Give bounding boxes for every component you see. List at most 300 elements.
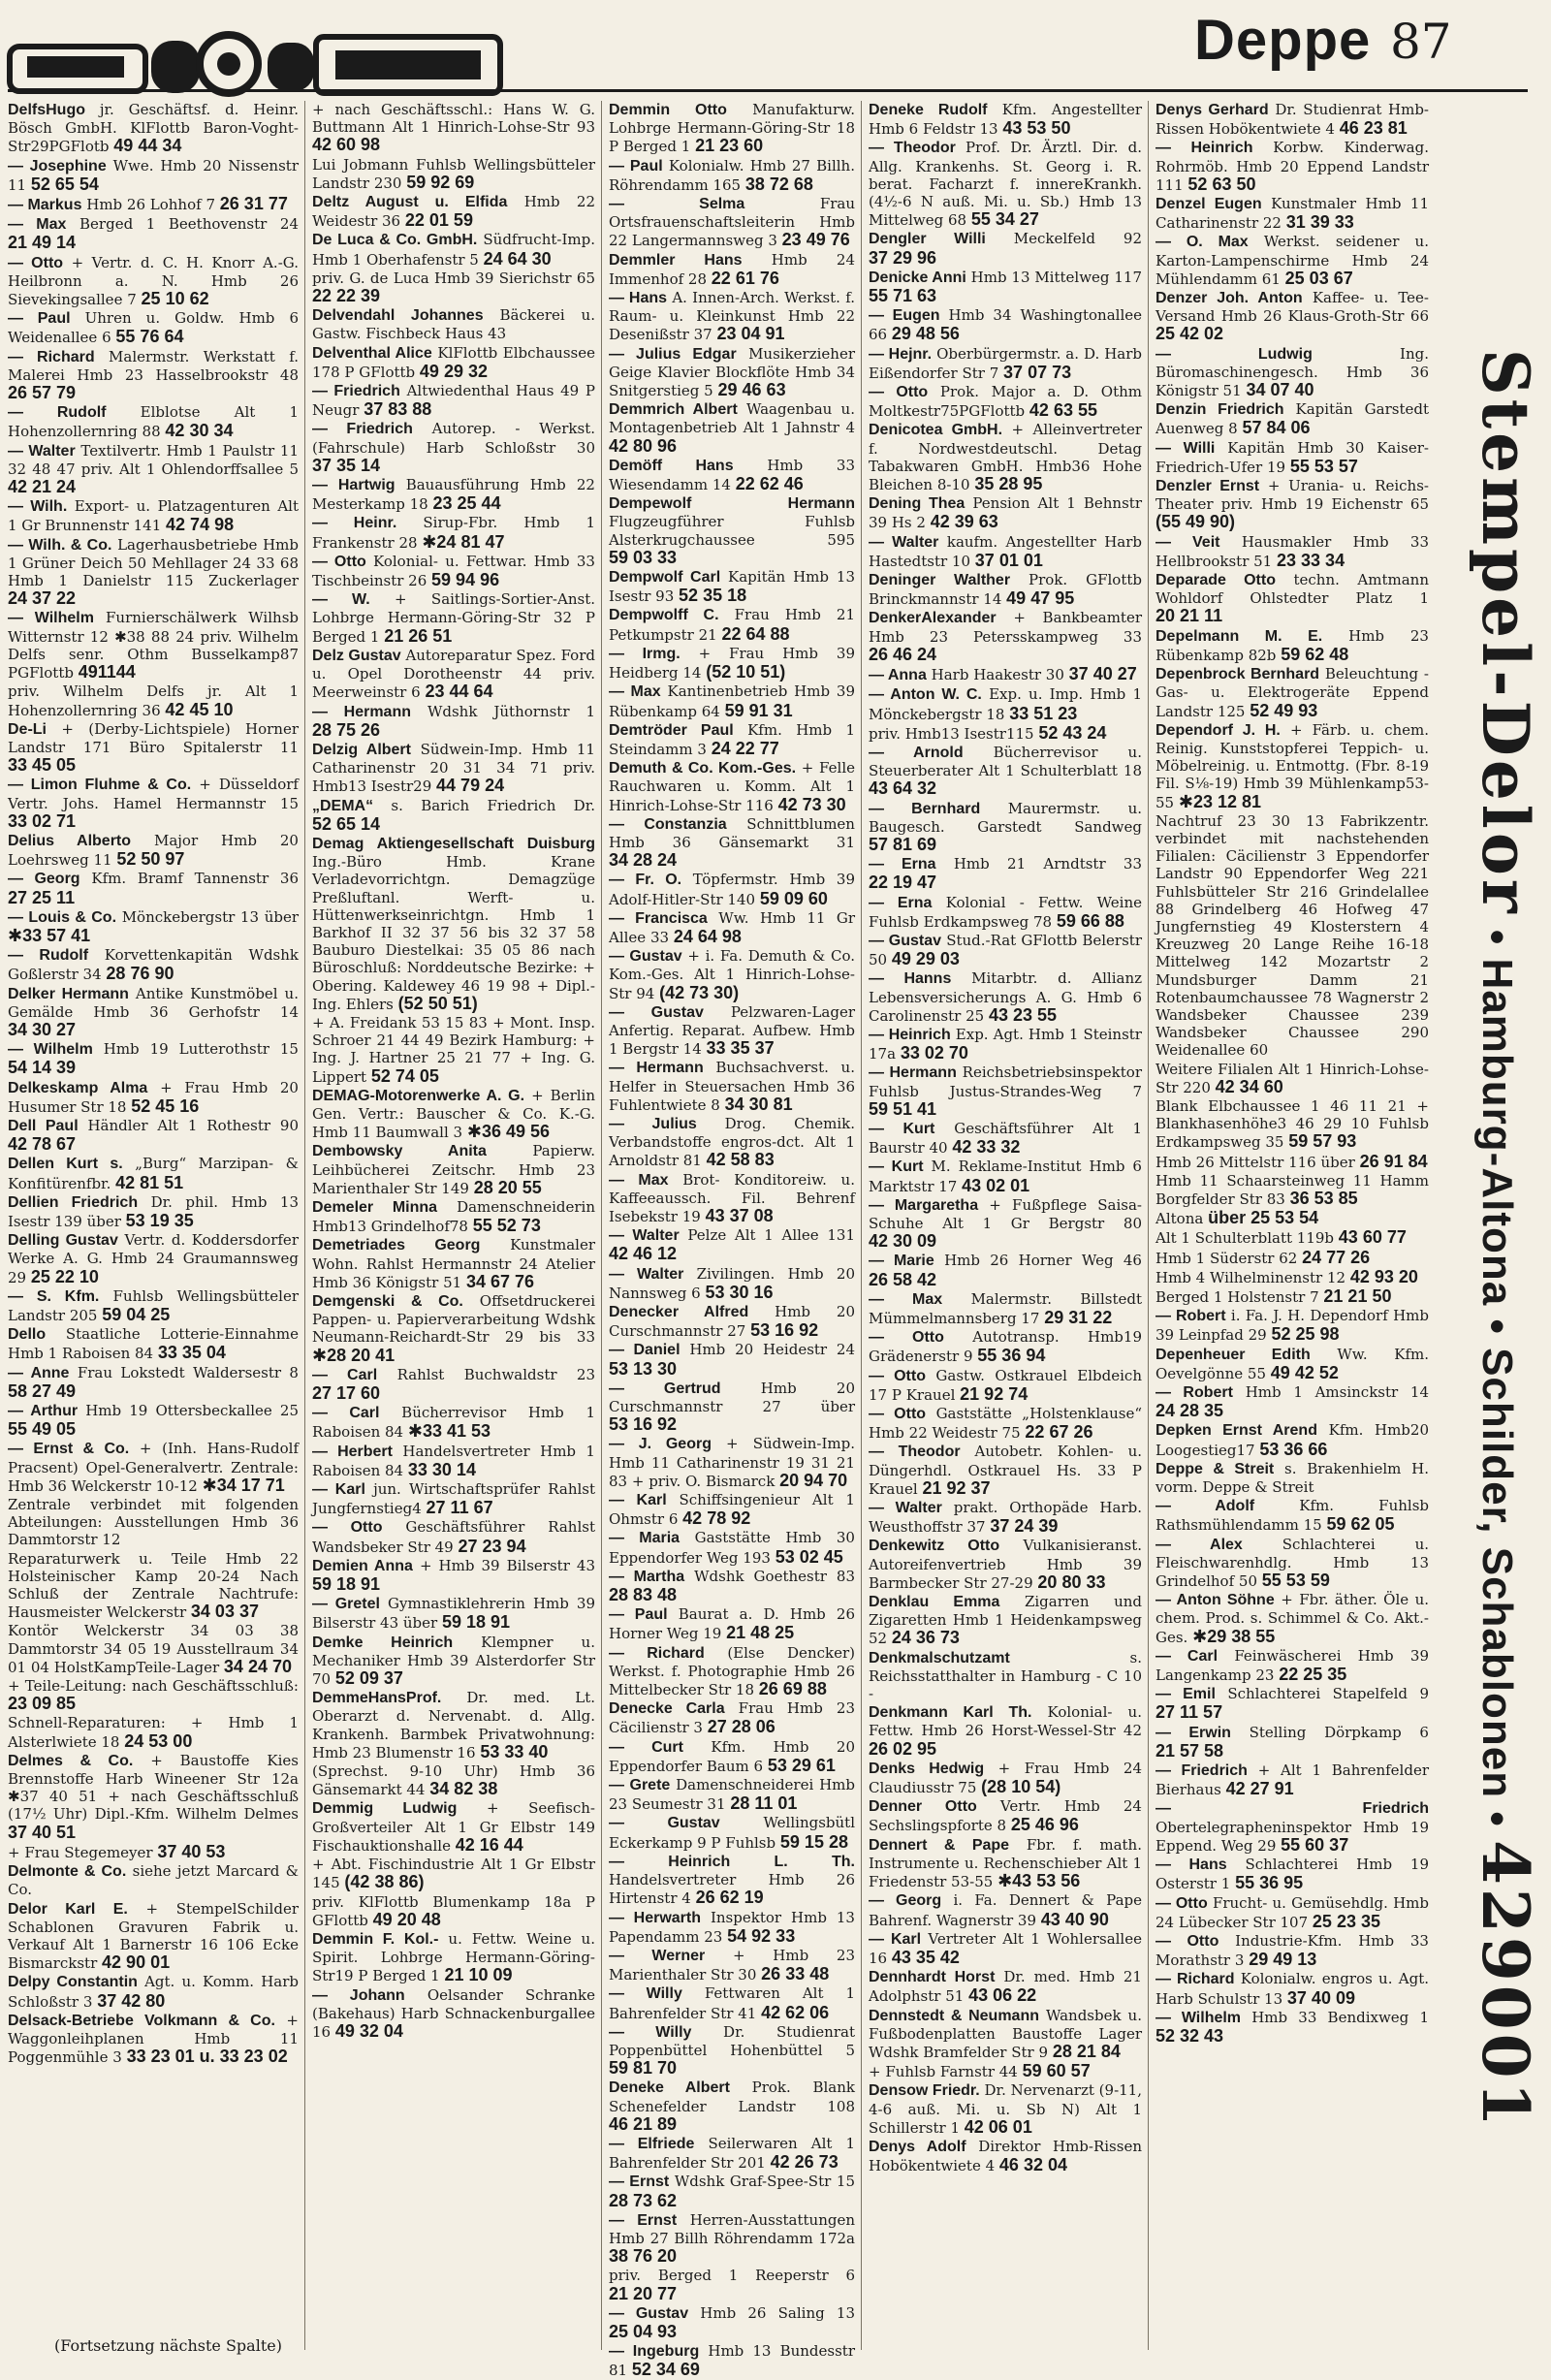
entry-name: Demmig Ludwig (312, 1800, 458, 1818)
entry-name: — Daniel (609, 1342, 681, 1359)
entry-name: — Hermann (869, 1064, 957, 1082)
entry-name: — Martha (609, 1568, 685, 1585)
directory-entry (312, 1480, 595, 1517)
entry-name: Dell Paul (8, 1117, 79, 1134)
directory-entry (312, 231, 595, 268)
entry-name: Dembowsky Anita (312, 1143, 487, 1160)
directory-entry (1155, 627, 1429, 664)
directory-entry (8, 1364, 299, 1401)
entry-name: — Friedrich (1155, 1800, 1429, 1818)
directory-entry (1155, 1799, 1429, 1855)
directory-entry (609, 815, 855, 871)
directory-entry (609, 682, 855, 719)
entry-name: Densow Friedr. (869, 2082, 980, 2100)
directory-entry (1155, 2009, 1429, 2046)
entry-phone-number: 37 24 39 (990, 1516, 1059, 1537)
ad-city: Hamburg-Altona (1473, 958, 1521, 1307)
directory-entry (609, 1003, 855, 1059)
entry-name: — Robert (1155, 1308, 1226, 1325)
entry-name: De Luca & Co. GmbH. (312, 232, 478, 249)
directory-entry (869, 1252, 1142, 1288)
entry-details: Altona (1155, 1210, 1204, 1228)
entry-phone-number: 26 62 19 (695, 1888, 764, 1908)
directory-entry (869, 494, 1142, 531)
entry-details: Damenschneiderin Hmb13 Grindelhof78 (312, 1197, 595, 1236)
entry-details: Major Hmb 20 Loehrsweg 11 (8, 831, 299, 870)
directory-entry (869, 969, 1142, 1025)
entry-name: — Elfriede (609, 2135, 695, 2152)
directory-column-2 (312, 101, 595, 2354)
entry-phone-number: (28 10 54) (981, 1777, 1061, 1797)
entry-details: (Sprechst. 9-10 Uhr) Hmb 36 Gänsemarkt 44 (312, 1762, 595, 1799)
directory-entry (8, 1714, 299, 1750)
entry-name: Dennert & Pape (869, 1836, 1010, 1854)
directory-entry (609, 1738, 855, 1775)
entry-details: Vertr. d. Koddersdorfer Werke A. G. Hmb 24 Graumannsweg 29 (8, 1231, 299, 1286)
entry-name: — Hans (1155, 1856, 1227, 1874)
entry-details: Fettwaren Alt 1 Bahrenfelder Str 41 (609, 1984, 856, 2022)
directory-entry (312, 1404, 595, 1441)
entry-details: Hmb 4 Wilhelminenstr 12 (1155, 1268, 1346, 1286)
entry-name: — Veit (1155, 533, 1220, 551)
entry-details: Frau Ortsfrauenschaftsleiterin Hmb 22 Langermannsweg 3 (609, 195, 855, 250)
entry-name: Denys Adolf (869, 2138, 966, 2155)
directory-entry (1155, 1061, 1429, 1096)
entry-phone-number: 33 35 04 (157, 1343, 226, 1363)
entry-details: Wdshk Graf-Spee-Str 15 (674, 2173, 855, 2191)
entry-details: Dr. med. Lt. Oberarzt d. Nervenabt. d. Allg. Krankenh. Barmbek Privatwohnung: Hmb 23 Blumenstr 16 (312, 1689, 595, 1761)
entry-phone-number: 59 09 60 (759, 888, 828, 908)
entry-name: — Kurt (869, 1158, 924, 1176)
entry-name: — Hejnr. (869, 345, 933, 363)
directory-entry (8, 776, 299, 831)
entry-phone-number: 25 46 96 (1010, 1815, 1079, 1835)
entry-details: + Abt. Fischindustrie Alt 1 Gr Elbstr 145 (312, 1856, 595, 1892)
entry-name: Deneke Rudolf (869, 102, 988, 118)
directory-entry (609, 2023, 855, 2079)
entry-phone-number: 59 91 31 (724, 700, 793, 720)
entry-phone-number: 21 23 60 (695, 136, 764, 156)
entry-name: — Karl (609, 1492, 667, 1509)
entry-name: — Julius Edgar (609, 345, 737, 363)
directory-entry (1155, 101, 1429, 138)
entry-details: Hmb 33 Bendixweg 1 (1251, 2008, 1429, 2026)
column-divider (304, 101, 305, 2350)
entry-details: Frau Hmb 21 Petkumpstr 21 (609, 606, 855, 644)
directory-entry (609, 2211, 855, 2267)
entry-details: i. Fa. J. H. Dependorf Hmb 39 Leinpfad 29 (1155, 1307, 1429, 1345)
entry-name: Dennstedt & Neumann (869, 2007, 1039, 2024)
directory-entry (869, 1760, 1142, 1796)
entry-details: „Burg“ Marzipan- & Konfitürenfbr. (8, 1155, 299, 1192)
entry-name: — Irmg. (609, 645, 681, 662)
entry-phone-number: 24 37 22 (8, 588, 77, 609)
entry-details: Direktor Hmb-Rissen Hobökentwiete 4 (869, 2137, 1142, 2175)
entry-phone-number: 27 25 11 (8, 887, 76, 907)
entry-details: + Frau Hmb 24 Claudiusstr 75 (869, 1759, 1142, 1797)
entry-phone-number: 23 09 85 (8, 1694, 77, 1714)
entry-details: Export- u. Platzagenturen Alt 1 Gr Brunnenstr 141 (8, 497, 299, 535)
entry-phone-number: 28 21 84 (1052, 2041, 1121, 2061)
entry-phone-number: (42 73 30) (659, 982, 740, 1002)
directory-entry (1155, 571, 1429, 626)
entry-details: Kolonial- u. Fettw. Hmb 26 Horst-Wessel-Str 42 (869, 1703, 1142, 1740)
entry-details: + Berlin Gen. Vertr.: Bauscher & Co. K.-G. Hmb 11 Baumwall 3 (312, 1086, 595, 1142)
directory-entry (869, 1797, 1142, 1834)
entry-name: Deparade Otto (1155, 572, 1276, 589)
entry-phone-number: 28 11 01 (730, 1793, 798, 1814)
entry-phone-number: 26 69 88 (758, 1679, 827, 1699)
entry-phone-number: 55 60 37 (1281, 1834, 1349, 1855)
directory-entry (8, 497, 299, 534)
entry-name: Delmes & Co. (8, 1752, 134, 1769)
entry-phone-number: 53 13 30 (609, 1358, 678, 1379)
entry-details: Papierw. Leihbücherei Zeitschr. Hmb 23 Marienthaler Str 149 (312, 1142, 595, 1197)
entry-phone-number: 21 10 09 (444, 1965, 513, 1985)
entry-phone-number: 42 58 83 (706, 1150, 775, 1170)
entry-details: Südwein-Imp. Hmb 11 Catharinenstr 20 31 34 71 priv. Hmb13 Isestr29 (312, 740, 595, 796)
entry-phone-number: 52 74 05 (370, 1065, 439, 1086)
entry-details: Damenschneiderei Hmb 23 Seumestr 31 (609, 1776, 855, 1814)
directory-entry (1155, 1172, 1429, 1208)
entry-phone-number: 49 32 04 (334, 2020, 403, 2041)
entry-phone-number: 49 29 03 (891, 949, 960, 969)
entry-name: — Constanzia (609, 815, 727, 833)
entry-phone-number: 55 36 94 (977, 1346, 1046, 1366)
entry-name: — Ernst (609, 2174, 670, 2191)
entry-phone-number: 42 80 96 (609, 435, 678, 456)
directory-entry (312, 703, 595, 740)
entry-phone-number: 37 40 53 (157, 1841, 226, 1861)
entry-name: — Max (8, 216, 67, 234)
directory-entry (609, 947, 855, 1002)
directory-entry (1155, 812, 1429, 1060)
directory-entry (1155, 439, 1429, 476)
entry-details: + Saitlings-Sortier-Anst. Lohbrge Hermann-Göring-Str 32 P Berged 1 (312, 590, 595, 646)
entry-details: s. Barich Friedrich Dr. (391, 796, 595, 814)
entry-phone-number: 52 32 43 (1155, 2025, 1224, 2046)
directory-entry (869, 2138, 1142, 2174)
entry-details: Baurat a. D. Hmb 26 Horner Weg 19 (609, 1605, 856, 1643)
directory-entry (312, 514, 595, 551)
entry-name: — Otto (869, 384, 929, 401)
entry-details: Mitarbtr. d. Allianz Lebensversicherungs A. G. Hmb 6 Carolinenstr 25 (869, 969, 1143, 1025)
entry-name: — Francisca (609, 909, 708, 927)
entry-phone-number: ✱43 53 56 (997, 1871, 1081, 1891)
entry-details: Buchsachverst. u. Helfer in Steuersachen Hmb 36 Fuhlentwiete 8 (609, 1059, 855, 1114)
entry-name: — J. Georg (609, 1436, 712, 1453)
entry-details: + i. Fa. Demuth & Co. Kom.-Ges. Alt 1 Hinrich-Lohse-Str 94 (609, 947, 855, 1002)
entry-details: Dr. phil. Hmb 13 Isestr 139 über (8, 1192, 299, 1230)
entry-details: Gymnastiklehrerin Hmb 39 Bilserstr 43 über (312, 1595, 595, 1633)
entry-name: — Otto (869, 1367, 926, 1384)
entry-name: — Ingeburg (609, 2343, 700, 2361)
directory-entry (1155, 1383, 1429, 1420)
directory-entry (609, 1853, 855, 1908)
entry-phone-number: 27 11 67 (426, 1498, 493, 1518)
entry-name: — Robert (1155, 1384, 1233, 1402)
entry-name: — Gustav (609, 1003, 704, 1021)
entry-phone-number: 42 78 67 (8, 1134, 77, 1155)
entry-phone-number: 42 21 24 (8, 477, 77, 497)
entry-details: Rahlst Buchwaldstr 23 (396, 1365, 595, 1383)
directory-entry (609, 1529, 855, 1566)
entry-details: Dr. Nervenarzt (9-11, 4-6 auß. Mi. u. Sb N) Alt 1 Schillerstr 1 (869, 2081, 1142, 2137)
entry-phone-number: 29 49 13 (1249, 1950, 1317, 1970)
directory-entry (869, 2007, 1142, 2062)
directory-entry (312, 1799, 595, 1855)
directory-entry (609, 759, 855, 814)
directory-entry (1155, 345, 1429, 400)
entry-name: — Erna (869, 856, 936, 873)
directory-entry (1155, 1497, 1429, 1534)
entry-phone-number: 53 36 66 (1259, 1439, 1328, 1459)
entry-details: Händler Alt 1 Rothestr 90 (87, 1116, 299, 1134)
entry-details: jun. Wirtschaftsprüfer Rahlst Jungfernstieg4 (312, 1480, 595, 1518)
entry-details: priv. G. de Luca Hmb 39 Sierichstr 65 (312, 269, 595, 287)
entry-phone-number: 21 92 37 (922, 1477, 991, 1498)
entry-phone-number: 34 67 76 (465, 1271, 535, 1291)
entry-phone-number: 34 28 24 (609, 850, 678, 871)
entry-phone-number: 57 84 06 (1242, 418, 1311, 438)
entry-name: Denkmalschutzamt (869, 1649, 1010, 1666)
directory-entry (609, 345, 855, 400)
entry-phone-number: 52 34 69 (631, 2360, 700, 2380)
entry-name: — Theodor (869, 1444, 961, 1461)
entry-name: — Max (869, 1290, 943, 1308)
entry-phone-number: 59 81 70 (609, 2058, 678, 2079)
entry-phone-number: 29 31 22 (1044, 1308, 1113, 1327)
entry-phone-number: 58 27 49 (8, 1380, 77, 1401)
directory-entry (869, 1537, 1142, 1592)
entry-name: — Grete (609, 1777, 671, 1794)
entry-details: Hmb 13 Bundesstr 81 (609, 2342, 855, 2380)
entry-phone-number: 22 19 47 (869, 873, 937, 893)
entry-details: + Frau Stegemeyer (8, 1843, 153, 1861)
entry-name: Denkewitz Otto (869, 1538, 1000, 1555)
entry-phone-number: 42 60 98 (312, 135, 381, 155)
entry-details: Schnell-Reparaturen: + Hmb 1 Alsterlwiete 18 (8, 1714, 299, 1751)
entry-phone-number: 25 42 02 (1155, 324, 1224, 344)
directory-entry (869, 724, 1142, 743)
entry-phone-number: 53 33 40 (480, 1741, 549, 1761)
entry-name: — Josephine (8, 157, 107, 175)
entry-phone-number: 34 82 38 (429, 1779, 498, 1799)
directory-entry (869, 1499, 1142, 1536)
directory-entry (8, 1231, 299, 1286)
entry-name: — Max (609, 683, 661, 701)
entry-name: Demke Heinrich (312, 1634, 454, 1651)
entry-phone-number: 59 18 91 (312, 1574, 381, 1595)
entry-phone-number: 23 49 76 (781, 230, 850, 250)
entry-name: — Eugen (869, 307, 940, 325)
entry-name: Demag Aktiengesellschaft Duisburg (312, 835, 595, 852)
directory-entry (8, 609, 299, 682)
entry-name: Denks Hedwig (869, 1760, 985, 1777)
entry-name: — Georg (869, 1892, 942, 1910)
entry-name: Depken Ernst Arend (1155, 1422, 1317, 1440)
directory-entry (609, 606, 855, 643)
entry-phone-number: 42 63 55 (1029, 400, 1097, 421)
entry-details: Kapitän Garstedt Auenweg 8 (1155, 400, 1429, 438)
directory-entry (869, 1026, 1142, 1063)
directory-entry (312, 553, 595, 589)
entry-name: — Friedrich (1155, 1762, 1248, 1780)
directory-entry (609, 457, 855, 493)
directory-entry (8, 1752, 299, 1842)
entry-phone-number: 35 28 95 (974, 474, 1043, 494)
entry-phone-number: 22 22 39 (312, 286, 381, 306)
entry-details: Prok. Blank Schenefelder Landstr 108 (609, 2079, 856, 2115)
entry-name: — Richard (609, 1644, 705, 1662)
directory-entry (312, 1634, 595, 1689)
directory-entry (609, 1909, 855, 1946)
entry-details: Dr. Studienrat Hmb-Rissen Hobökentwiete 4 (1155, 101, 1429, 139)
directory-entry (609, 157, 855, 194)
entry-phone-number: 53 19 35 (125, 1210, 194, 1230)
directory-entry (312, 1762, 595, 1798)
entry-details: Hmb 33 Wiesendamm 14 (609, 456, 855, 494)
directory-entry (8, 215, 299, 252)
entry-details: Wellingsbütl Eckerkamp 9 P Fuhlsb (609, 1814, 855, 1852)
entry-details: Mönckebergstr 13 über (121, 907, 299, 926)
entry-phone-number: 26 02 95 (869, 1738, 937, 1759)
directory-entry (8, 309, 299, 346)
entry-details: Korvettenkapitän Wdshk Goßlerstr 34 (8, 946, 300, 984)
entry-details: Altwiedenthal Haus 49 P Neugr (312, 382, 596, 420)
directory-column-3 (609, 101, 856, 2380)
directory-entry (609, 1115, 855, 1170)
entry-phone-number: 52 65 54 (30, 174, 99, 194)
entry-phone-number: 33 02 70 (900, 1043, 968, 1063)
entry-name: DEMAG-Motorenwerke A. G. (312, 1087, 525, 1104)
entry-details: Autotransp. Hmb19 Grädenerstr 9 (869, 1328, 1142, 1366)
entry-phone-number: 43 06 22 (968, 1985, 1037, 2006)
entry-details: Kfm. Hmb20 Loogestieg17 (1155, 1421, 1429, 1459)
entry-phone-number: 53 30 16 (705, 1282, 774, 1302)
directory-entry (312, 1142, 595, 1197)
entry-phone-number: ✱36 49 56 (466, 1122, 551, 1142)
directory-entry (869, 1328, 1142, 1365)
entry-name: — Fr. O. (609, 872, 682, 889)
vertical-advertisement (1468, 349, 1543, 2131)
entry-details: A. Innen-Arch. Werkst. f. Raum- u. Kleinkunst Hmb 22 Desenißstr 37 (609, 289, 855, 344)
entry-details: Kfm. Hmb 1 Steindamm 3 (609, 720, 855, 758)
entry-name: — Carl (1155, 1647, 1219, 1665)
entry-details: Bauausführung Hmb 22 Mesterkamp 18 (312, 476, 595, 514)
directory-entry (312, 797, 595, 834)
directory-entry (312, 156, 595, 192)
entry-phone-number: 26 46 24 (869, 644, 937, 664)
entry-name: Demmrich Albert (609, 401, 738, 419)
directory-entry (1155, 1421, 1429, 1458)
entry-details: Frau Hmb 23 Cäcilienstr 3 (609, 1699, 855, 1737)
directory-entry (8, 832, 299, 869)
entry-details: u. Fettw. Weine u. Spirit. Lohbrge Hermann-Göring-Str19 P Berged 1 (312, 1929, 595, 1985)
directory-entry (869, 932, 1142, 968)
entry-details: Industrie-Kfm. Hmb 33 Morathstr 3 (1155, 1931, 1429, 1970)
entry-phone-number: 49 44 34 (113, 136, 182, 156)
entry-name: — Johann (312, 1986, 405, 2004)
directory-entry (312, 1443, 595, 1479)
entry-details: Agt. u. Komm. Harb Schloßstr 3 (8, 1973, 299, 2011)
entry-details: + StempelSchilder Schablonen Gravuren Fabrik u. Verkauf Alt 1 Barnerstr 16 106 Ecke Bismarckstr (8, 1899, 299, 1973)
directory-entry (869, 855, 1142, 892)
entry-name: — Heinrich L. Th. (609, 1853, 855, 1870)
directory-entry (312, 476, 595, 513)
entry-name: Deppe & Streit (1155, 1460, 1275, 1477)
entry-name: — Richard (8, 348, 95, 365)
entry-name: — Markus (8, 197, 82, 214)
entry-name: Delpy Constantin (8, 1974, 138, 1991)
entry-phone-number: 28 73 62 (609, 2190, 678, 2210)
entry-details: Hmb 22 Weidestr 36 (312, 193, 595, 231)
entry-phone-number: 59 60 57 (1022, 2061, 1091, 2081)
entry-phone-number: 55 76 64 (115, 327, 184, 347)
directory-entry (609, 2173, 855, 2209)
entry-name: — Anne (8, 1364, 70, 1381)
entry-details: Hmb 34 Washingtonallee 66 (869, 306, 1142, 344)
directory-entry (1155, 1287, 1429, 1306)
entry-details: Oberbürgermstr. a. D. Harb Eißendorfer Str 7 (869, 344, 1142, 382)
directory-entry (869, 1196, 1142, 1252)
directory-entry (1155, 1307, 1429, 1344)
entry-phone-number: 55 34 27 (970, 209, 1039, 230)
entry-details: + Düsseldorf Vertr. Johs. Hamel Hermannstr 15 (8, 776, 299, 812)
directory-entry (1155, 1249, 1429, 1267)
entry-phone-number: 59 66 88 (1056, 910, 1124, 931)
entry-details: Gastw. Ostkrauel Elbdeich 17 P Krauel (869, 1366, 1142, 1404)
directory-entry (609, 1171, 855, 1226)
entry-details: Malermstr. Werkstatt f. Malerei Hmb 23 Hasselbrookstr 48 (8, 347, 299, 384)
entry-details: Beleuchtung - Gas- u. Elektrogeräte Eppend Landstr 125 (1155, 665, 1429, 720)
entry-details: + Alleinvertreter f. Nordwestdeutschl. Detag Tabakwaren GmbH. Hmb36 Hohe Bleichen 8-10 (869, 421, 1142, 494)
entry-name: — Kurt (869, 1120, 935, 1137)
entry-phone-number: 59 04 25 (102, 1305, 171, 1324)
directory-entry (312, 1930, 595, 1985)
entry-name: Dengler Willi (869, 231, 986, 248)
entry-details: priv. Hmb13 Isestr115 (869, 724, 1034, 743)
entry-details: Autoreparatur Spez. Ford u. Opel Dorotheenstr 44 priv. Meerweinstr 6 (312, 646, 595, 702)
directory-entry (869, 1290, 1142, 1327)
entry-phone-number: ✱33 57 41 (8, 925, 91, 945)
directory-entry (609, 1699, 855, 1736)
entry-details: Brot- Konditoreiw. u. Kaffeeaussch. Fil. Behrenf Isebekstr 19 (609, 1170, 855, 1225)
directory-entry (312, 1856, 595, 1891)
entry-name: — Heinrich (869, 1026, 951, 1043)
entry-details: KlFlottb Elbchaussee 178 P GFlottb (312, 343, 595, 381)
entry-name: — Erna (869, 894, 933, 911)
entry-phone-number: 33 51 23 (1009, 703, 1078, 723)
entry-name: Demgenski & Co. (312, 1293, 463, 1310)
entry-details: Kfm. Fuhlsb Rathsmühlendamm 15 (1155, 1497, 1429, 1535)
entry-details: + Alt 1 Bahrenfelder Bierhaus (1155, 1761, 1429, 1799)
entry-name: — Theodor (869, 140, 956, 157)
entry-name: Denner Otto (869, 1798, 977, 1816)
entry-phone-number: 52 49 93 (1250, 700, 1318, 720)
entry-phone-number: 43 23 55 (988, 1004, 1058, 1025)
directory-entry (312, 1557, 595, 1594)
entry-name: — Arthur (8, 1403, 79, 1420)
entry-name: Dempwolf Carl (609, 569, 721, 587)
directory-entry (8, 1843, 299, 1861)
entry-details: Oelsander Schranke (Bakehaus) Harb Schnackenburgallee 16 (312, 1985, 595, 2041)
directory-entry (609, 1984, 855, 2021)
entry-details: Kfm. Angestellter Hmb 6 Feldstr 13 (869, 101, 1142, 139)
entry-phone-number: 38 72 68 (744, 174, 813, 194)
entry-phone-number: 22 01 59 (404, 210, 473, 231)
entry-name: Demeler Minna (312, 1198, 438, 1216)
